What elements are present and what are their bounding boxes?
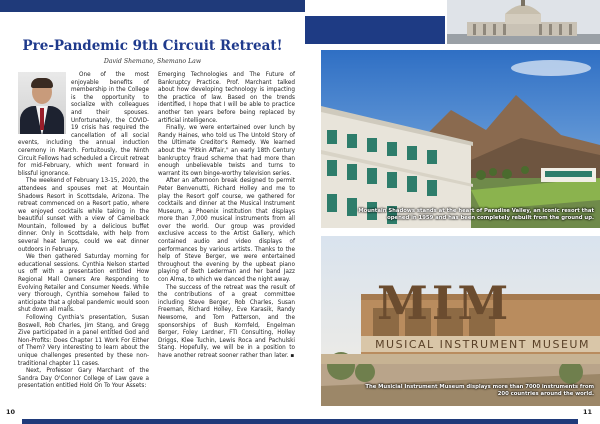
- museum-sign: MUSICAL INSTRUMENT MUSEUM: [375, 338, 590, 351]
- paragraph: Next, Professor Gary Marchant of the Sandra Day O'Connor College of Law gave a presentation entitled Hold On To Your Assets:: [18, 368, 149, 390]
- header-bar: [0, 0, 305, 12]
- musical-instrument-museum-photo: [321, 236, 600, 406]
- mountain-shadows-resort-photo: [321, 50, 600, 228]
- paragraph: Finally, we were entertained over lunch by Randy Haines, who told us The Untold Story of the Ultimate Creditor's Remedy. We learned about the "Pitkin Affair," an early 18th Century bankruptcy fraud scheme that had more than enough unbelievable twists and turns to warrant its own binge-worthy television series.: [158, 125, 295, 177]
- article-column-1: [18, 72, 149, 391]
- article-byline: David Shemano, Shemano Law: [103, 58, 202, 65]
- capitol-dome-photo: [447, 0, 600, 44]
- paragraph: After an afternoon break designed to permit Peter Benvenutti, Richard Holley and me to play the Resort golf course, we gathered for cocktails and dinner at the Musical Instrument Museum, a Phoenix institution that displays more than 7,000 musical instruments from all over the world. Our group was provided exclusive access to the Artist Gallery, which contained audio and video displays of performances by various artists. Thanks to the help of Steve Berger, we were entertained throughout the evening by the upbeat piano playing of Beth Lederman and her band Jazz con Alma, to which we danced the night away.: [158, 178, 295, 284]
- paragraph: We then gathered Saturday morning for educational sessions. Cynthia Nelson started us off with a presentation entitled How Regional Mall Owners Are Responding to Evolving Retailer and Consumer Needs. While very thorough, Cynthia somehow failed to anticipate that a global pandemic would soon shut down all malls.: [18, 254, 149, 314]
- paragraph: The weekend of February 13-15, 2020, the attendees and spouses met at Mountain Shadows Resort in Scottsdale, Arizona. The retreat commenced on a Resort patio, where we enjoyed cocktails while taking in the beautiful sunset with a view of Camelback Mountain, followed by a delicious buffet dinner. Only in Scottsdale, with help from several heat lamps, could we eat dinner outdoors in February.: [18, 178, 149, 253]
- article-title: Pre-Pandemic 9th Circuit Retreat!: [22, 38, 283, 54]
- museum-logo: MIM: [377, 276, 513, 330]
- footer-bar: [22, 419, 305, 424]
- resort-photo-caption: Mountain Shadows stands at the heart of Paradise Valley, an iconic resort that opened in 1959 and has been completely rebuilt from the ground up.: [358, 208, 594, 221]
- page-number: 11: [582, 408, 592, 416]
- paragraph: Following Cynthia's presentation, Susan Boswell, Rob Charles, Jim Stang, and Gregg Zive participated in a panel entitled God and Non-Profits: Does Chapter 11 Work For Either of Them? Very interesting to learn about the unique challenges presented by these non-traditional chapter 11 cases.: [18, 315, 149, 367]
- author-photo: [18, 72, 66, 134]
- paragraph: One of the most enjoyable benefits of membership in the College is the opportunity to socialize with colleagues and their spouses. Unfortunately, the COVID-19 crisis has required the cancellation of all social events, including the annual induction ceremony in March. Fortuitously, the Ninth Circuit Fellows had scheduled a Circuit retreat for mid-February, which went forward in blissful ignorance.: [18, 72, 149, 177]
- paragraph: Emerging Technologies and The Future of Bankruptcy Practice. Prof. Marchant talked about how developing technology is impacting the practice of law. Based on the trends identified, I hope that I will be able to practice another ten years before being replaced by artificial intelligence.: [158, 72, 295, 124]
- header-bar: [305, 16, 445, 44]
- museum-photo-caption: The Musicial Instrument Museum displays more than 7000 instruments from 200 countries around the world.: [365, 384, 594, 397]
- article-column-2: [158, 72, 295, 361]
- paragraph: The success of the retreat was the result of the contributions of a great committee including Steve Berger, Rob Charles, Susan Freeman, Richard Holley, Eve Karasik, Randy Newsome, and Tom Patterson, and the sponsorships of Bush Kornfeld, Engelman Berger, Foley Lardner, FTI Consulting, Holley Driggs, Klee Tuchin, Lewis Roca and Pachulski Stang. Hopefully, we will be in a position to have another retreat sooner rather than later. ▪: [158, 284, 295, 359]
- right-page: [305, 0, 600, 424]
- footer-bar: [305, 419, 578, 424]
- page-number: 10: [6, 408, 16, 416]
